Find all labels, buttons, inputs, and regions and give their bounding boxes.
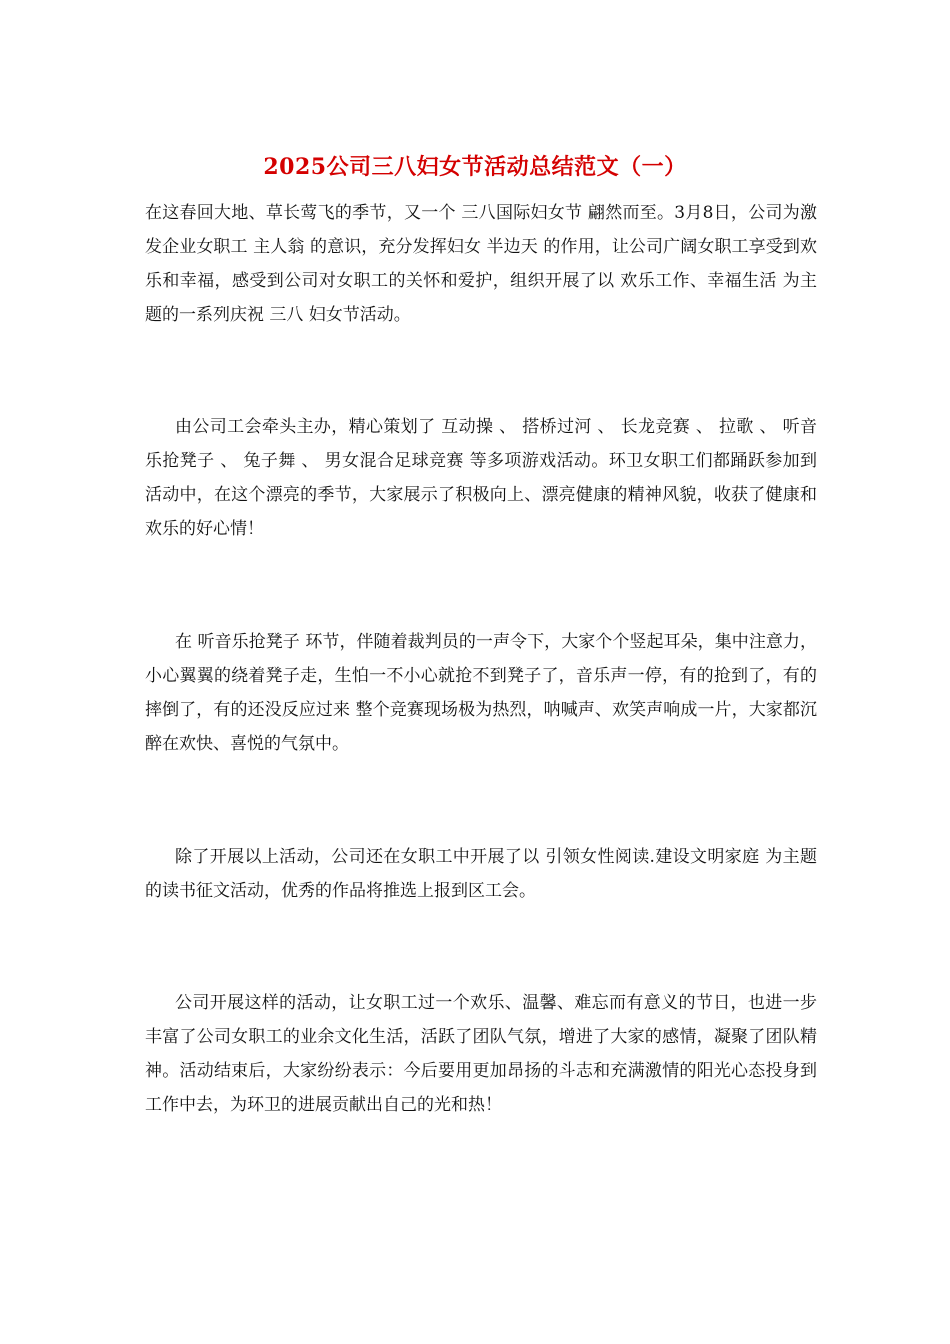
- paragraph-musical-chairs: 在 听音乐抢凳子 环节，伴随着裁判员的一声令下，大家个个竖起耳朵，集中注意力，小心翼翼的绕着凳子走，生怕一不小心就抢不到凳子了，音乐声一停，有的抢到了，有的摔倒了，有的还没反应过来 整个竞赛现场极为热烈，呐喊声、欢笑声响成一片，大家都沉醉在欢快、喜悦的气氛中。: [145, 632, 817, 754]
- document-title: 2025公司三八妇女节活动总结范文（一）: [263, 154, 687, 180]
- paragraph-conclusion: 公司开展这样的活动，让女职工过一个欢乐、温馨、难忘而有意义的节日，也进一步丰富了公司女职工的业余文化生活，活跃了团队气氛，增进了大家的感情，凝聚了团队精神。活动结束后，大家纷纷表示：今后要用更加昂扬的斗志和充满激情的阳光心态投身到工作中去，为环卫的进展贡献出自己的光和热！: [145, 993, 817, 1115]
- paragraph-reading-contest: 除了开展以上活动，公司还在女职工中开展了以 引领女性阅读.建设文明家庭 为主题的读书征文活动，优秀的作品将推选上报到区工会。: [145, 847, 817, 901]
- paragraph-intro: 在这春回大地、草长莺飞的季节，又一个 三八国际妇女节 翩然而至。3月8日，公司为激发企业女职工 主人翁 的意识，充分发挥妇女 半边天 的作用，让公司广阔女职工享受到欢乐和幸福，感受到公司对女职工的关怀和爱护，组织开展了以 欢乐工作、幸福生活 为主题的一系列庆祝 三八 妇女节活动。: [145, 203, 817, 325]
- paragraph-activities: 由公司工会牵头主办，精心策划了 互动操 、 搭桥过河 、 长龙竞赛 、 拉歌 、 听音乐抢凳子 、 兔子舞 、 男女混合足球竞赛 等多项游戏活动。环卫女职工们都踊跃参加到活动中，在这个漂亮的季节，大家展示了积极向上、漂亮健康的精神风貌，收获了健康和欢乐的好心情！: [145, 417, 817, 539]
